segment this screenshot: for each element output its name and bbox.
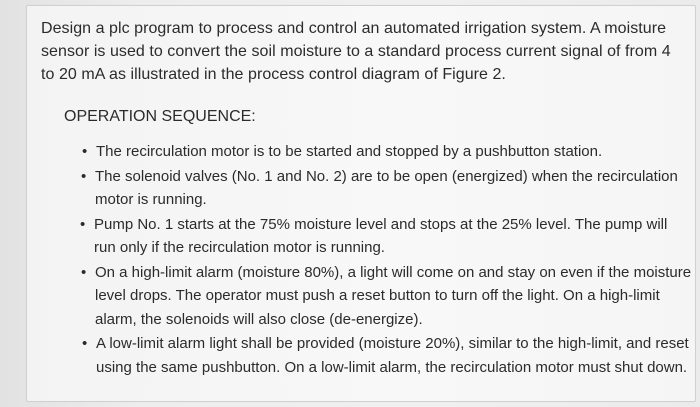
operation-sequence-heading: OPERATION SEQUENCE: — [64, 108, 256, 125]
list-item-text: Pump No. 1 starts at the 75% moisture level and stops at the 25% level. The pump will run only if the recirculation motor is running. — [94, 215, 668, 256]
operation-sequence-list — [82, 140, 692, 380]
bullet-icon: • — [81, 167, 87, 185]
list-item — [82, 332, 692, 379]
list-item — [82, 140, 692, 164]
list-item-text: The recirculation motor is to be started and stopped by a pushbutton station. — [96, 143, 603, 160]
list-item-text: On a high-limit alarm (moisture 80%), a light will come on and stay on even if the moisture level drops. The operator must push a reset button to turn off the light. On a high-limit alarm, the solenoids will also close (de-energize). — [95, 263, 692, 328]
list-item-text: The solenoid valves (No. 1 and No. 2) are to be open (energized) when the recirculation motor is running. — [95, 167, 678, 208]
bullet-icon: • — [80, 215, 86, 233]
problem-intro: Design a plc program to process and control an automated irrigation system. A moisture sensor is used to convert the soil moisture to a standard process current signal of from 4 to 20 mA as illustrated in the process control diagram of Figure 2. — [41, 20, 671, 83]
bullet-icon: • — [81, 263, 87, 281]
list-item-text: A low-limit alarm light shall be provided (moisture 20%), similar to the high-limit, and reset using the same pushbutton. On a low-limit alarm, the recirculation motor must shut down. — [96, 335, 689, 376]
list-item — [81, 165, 692, 212]
list-item — [80, 213, 692, 260]
question-card — [26, 5, 696, 402]
bullet-icon: • — [82, 335, 88, 352]
bullet-icon: • — [82, 143, 88, 160]
list-item — [81, 261, 692, 332]
